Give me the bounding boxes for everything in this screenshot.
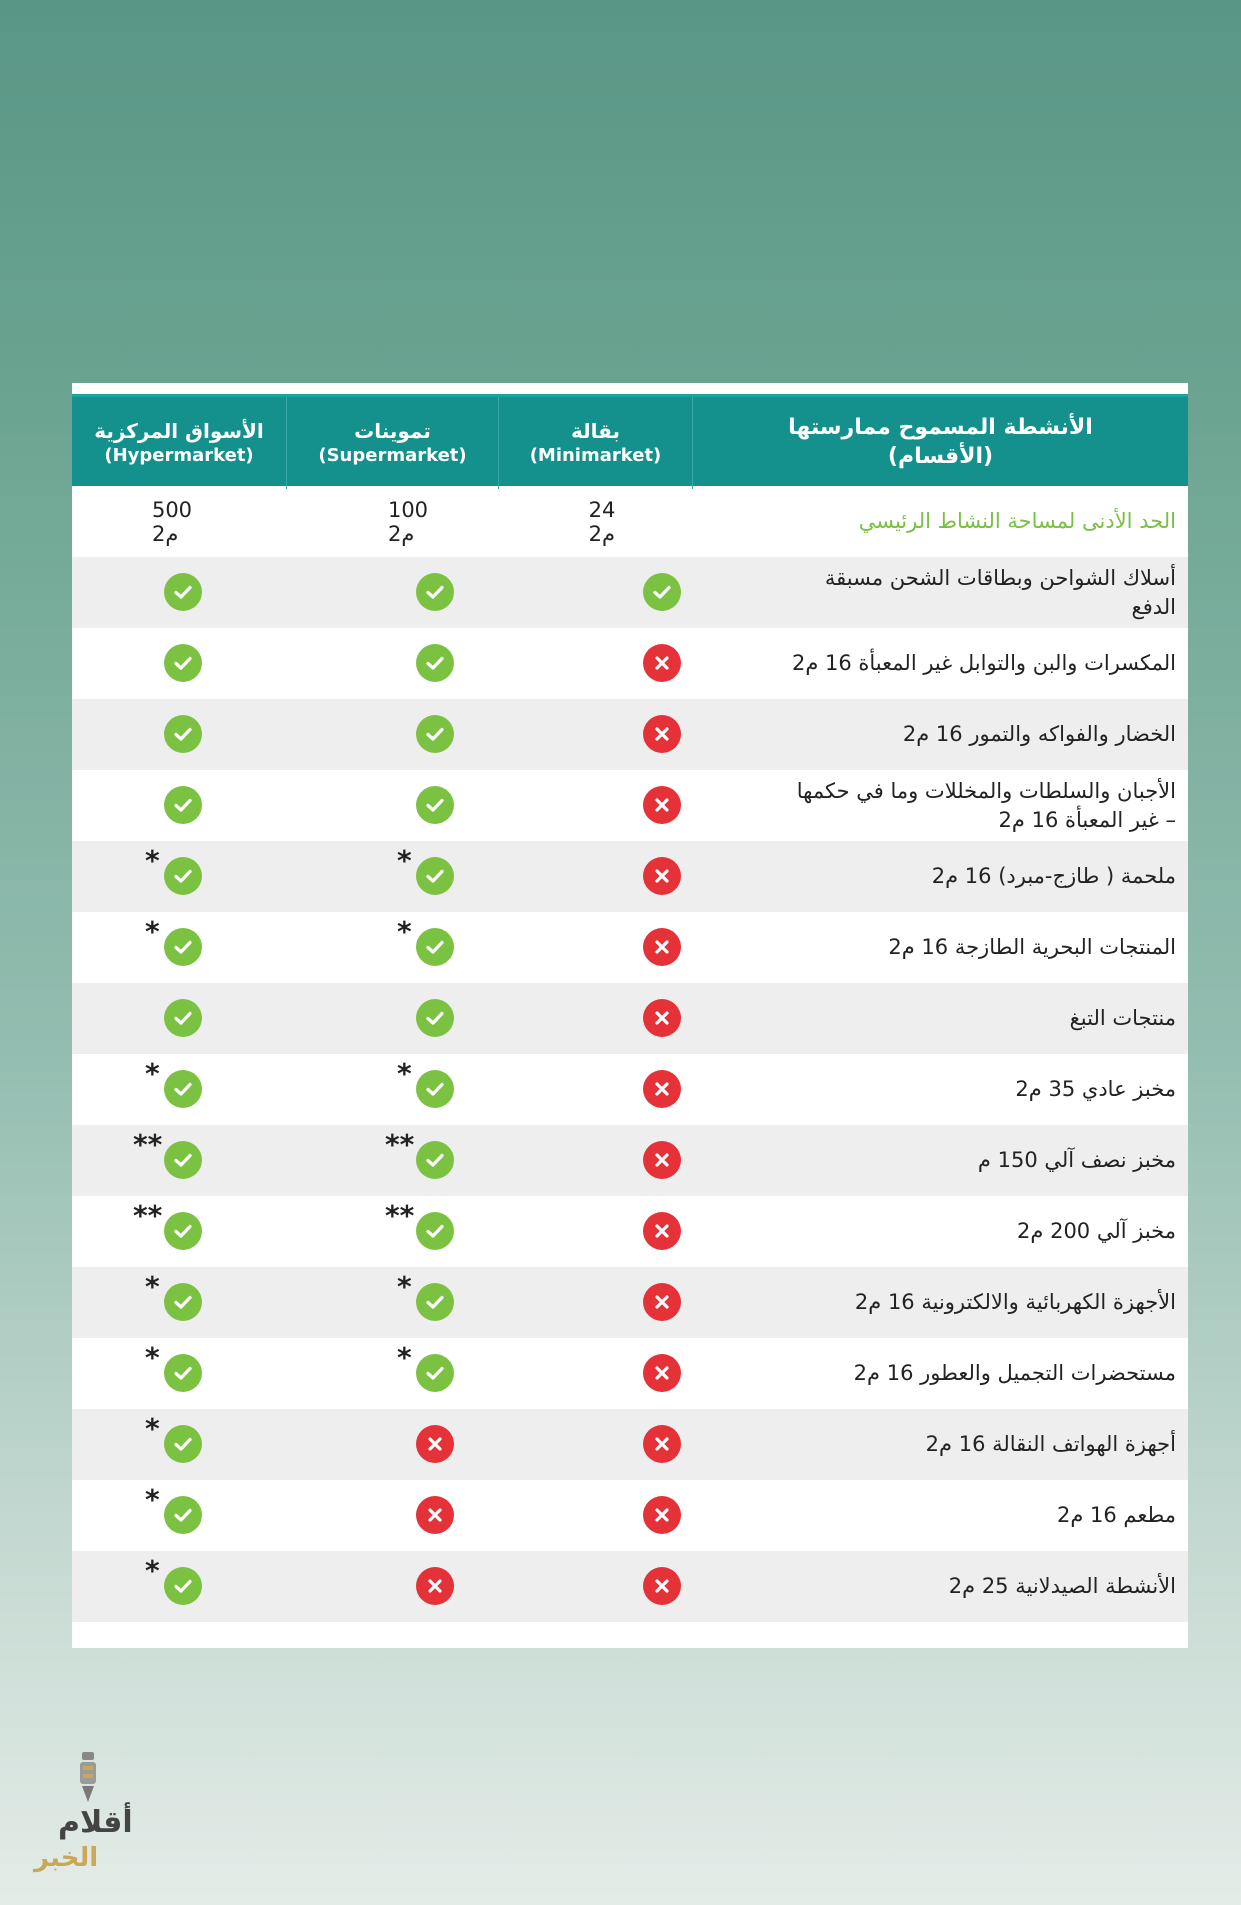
header-minimarket-ar: بقالة <box>570 419 621 444</box>
row-activity-label <box>756 557 1176 628</box>
check-circle-icon <box>164 1283 202 1321</box>
x-circle-icon <box>643 715 681 753</box>
check-circle-icon <box>416 1354 454 1392</box>
activities-table <box>72 383 1188 1648</box>
row-activity-label-line1: مستحضرات التجميل والعطور 16 م2 <box>853 1361 1176 1386</box>
x-circle-icon <box>643 999 681 1037</box>
footnote-marker: * <box>145 1483 160 1516</box>
row-activity-label-line1: مخبز عادي 35 م2 <box>1015 1077 1176 1102</box>
header-hypermarket-ar: الأسواق المركزية <box>94 419 264 444</box>
footnote-marker: * <box>397 915 412 948</box>
footnote-marker: * <box>145 1412 160 1445</box>
footnote-marker: * <box>397 1057 412 1090</box>
x-circle-icon <box>416 1496 454 1534</box>
check-circle-icon <box>643 573 681 611</box>
footnote-marker: * <box>145 1554 160 1587</box>
check-circle-icon <box>164 1141 202 1179</box>
footnote-marker: ** <box>385 1128 415 1161</box>
check-circle-icon <box>164 1567 202 1605</box>
x-circle-icon <box>416 1425 454 1463</box>
min-area-row: الحد الأدنى لمساحة النشاط الرئيسي 24 م2 100 م2 500 م2 <box>72 486 1188 557</box>
row-activity-label-line1: أجهزة الهواتف النقالة 16 م2 <box>925 1432 1176 1457</box>
x-circle-icon <box>643 786 681 824</box>
check-circle-icon <box>416 1070 454 1108</box>
row-activity-label <box>756 628 1176 699</box>
x-circle-icon <box>643 1567 681 1605</box>
watermark-line2: الخبر <box>34 1843 99 1873</box>
row-activity-label-line1: منتجات التبغ <box>1069 1006 1176 1031</box>
header-hypermarket-en: (Hypermarket) <box>104 445 254 467</box>
check-circle-icon <box>164 573 202 611</box>
row-activity-label-line1: المكسرات والبن والتوابل غير المعبأة 16 م2 <box>791 651 1176 676</box>
row-activity-label <box>756 1551 1176 1622</box>
check-circle-icon <box>164 999 202 1037</box>
row-activity-label <box>756 983 1176 1054</box>
check-circle-icon <box>416 999 454 1037</box>
row-activity-label <box>756 1267 1176 1338</box>
row-activity-label-line1: المنتجات البحرية الطازجة 16 م2 <box>888 935 1176 960</box>
row-activity-label <box>756 1125 1176 1196</box>
footnote-marker: ** <box>385 1199 415 1232</box>
footnote-marker: ** <box>133 1199 163 1232</box>
watermark-line1: أقلام <box>58 1805 133 1840</box>
check-circle-icon <box>164 1496 202 1534</box>
min-area-label: الحد الأدنى لمساحة النشاط الرئيسي <box>858 509 1176 534</box>
table-row <box>72 1480 1188 1551</box>
header-minimarket <box>499 397 693 489</box>
x-circle-icon <box>643 1425 681 1463</box>
x-circle-icon <box>416 1567 454 1605</box>
table-row <box>72 1338 1188 1409</box>
row-activity-label-line1: مطعم 16 م2 <box>1056 1503 1176 1528</box>
header-activity <box>693 397 1188 489</box>
x-circle-icon <box>643 1354 681 1392</box>
footnote-marker: ** <box>133 1128 163 1161</box>
row-activity-label <box>756 1196 1176 1267</box>
footnote-marker: * <box>397 1341 412 1374</box>
footnote-marker: * <box>145 1341 160 1374</box>
row-activity-label-line1: الأنشطة الصيدلانية 25 م2 <box>948 1574 1176 1599</box>
x-circle-icon <box>643 928 681 966</box>
table-row <box>72 1551 1188 1622</box>
table-row <box>72 983 1188 1054</box>
table-row <box>72 1409 1188 1480</box>
check-circle-icon <box>416 573 454 611</box>
table-row <box>72 912 1188 983</box>
table-header <box>72 394 1188 486</box>
row-activity-label-line1: الأجبان والسلطات والمخللات وما في حكمها <box>796 779 1176 804</box>
row-activity-label <box>756 912 1176 983</box>
row-activity-label-line1: أسلاك الشواحن وبطاقات الشحن مسبقة <box>824 566 1176 591</box>
row-activity-label <box>756 699 1176 770</box>
check-circle-icon <box>164 715 202 753</box>
check-circle-icon <box>416 1212 454 1250</box>
check-circle-icon <box>416 928 454 966</box>
x-circle-icon <box>643 644 681 682</box>
header-hypermarket <box>72 397 287 489</box>
header-activity-line2: (الأقسام) <box>887 444 994 469</box>
row-activity-label <box>756 1338 1176 1409</box>
check-circle-icon <box>416 786 454 824</box>
row-activity-label-line1: مخبز نصف آلي 150 م <box>977 1148 1176 1173</box>
row-activity-label <box>756 1054 1176 1125</box>
table-row <box>72 699 1188 770</box>
row-activity-label-line1: مخبز آلي 200 م2 <box>1017 1219 1176 1244</box>
table-row <box>72 1054 1188 1125</box>
check-circle-icon <box>164 928 202 966</box>
table-row <box>72 1196 1188 1267</box>
check-circle-icon <box>164 1354 202 1392</box>
check-circle-icon <box>164 857 202 895</box>
x-circle-icon <box>643 1283 681 1321</box>
footnote-marker: * <box>397 844 412 877</box>
x-circle-icon <box>643 1070 681 1108</box>
check-circle-icon <box>416 715 454 753</box>
row-activity-label <box>756 770 1176 841</box>
header-supermarket <box>287 397 499 489</box>
check-circle-icon <box>164 644 202 682</box>
x-circle-icon <box>643 1212 681 1250</box>
table-row <box>72 557 1188 628</box>
footnote-marker: * <box>397 1270 412 1303</box>
table-row <box>72 628 1188 699</box>
check-circle-icon <box>416 1283 454 1321</box>
header-supermarket-ar: تموينات <box>354 419 431 444</box>
x-circle-icon <box>643 1141 681 1179</box>
check-circle-icon <box>164 786 202 824</box>
header-supermarket-en: (Supermarket) <box>318 445 467 467</box>
footnote-marker: * <box>145 1057 160 1090</box>
table-row <box>72 841 1188 912</box>
x-circle-icon <box>643 1496 681 1534</box>
header-minimarket-en: (Minimarket) <box>529 445 662 467</box>
check-circle-icon <box>164 1212 202 1250</box>
row-activity-label <box>756 841 1176 912</box>
x-circle-icon <box>643 857 681 895</box>
table-row <box>72 770 1188 841</box>
header-activity-line1: الأنشطة المسموح ممارستها <box>788 415 1093 441</box>
row-activity-label <box>756 1480 1176 1551</box>
check-circle-icon <box>416 857 454 895</box>
row-activity-label-line2: الدفع <box>1131 594 1176 619</box>
row-activity-label-line1: الأجهزة الكهربائية والالكترونية 16 م2 <box>854 1290 1176 1315</box>
row-activity-label-line1: الخضار والفواكه والتمور 16 م2 <box>902 722 1176 747</box>
table-row <box>72 1125 1188 1196</box>
row-activity-label <box>756 1409 1176 1480</box>
row-activity-label-line2: – غير المعبأة 16 م2 <box>998 807 1176 832</box>
check-circle-icon <box>164 1070 202 1108</box>
row-activity-label-line1: ملحمة ( طازج-مبرد) 16 م2 <box>931 864 1176 889</box>
footnote-marker: * <box>145 844 160 877</box>
footnote-marker: * <box>145 915 160 948</box>
footnote-marker: * <box>145 1270 160 1303</box>
table-row <box>72 1267 1188 1338</box>
check-circle-icon <box>416 1141 454 1179</box>
check-circle-icon <box>164 1425 202 1463</box>
check-circle-icon <box>416 644 454 682</box>
